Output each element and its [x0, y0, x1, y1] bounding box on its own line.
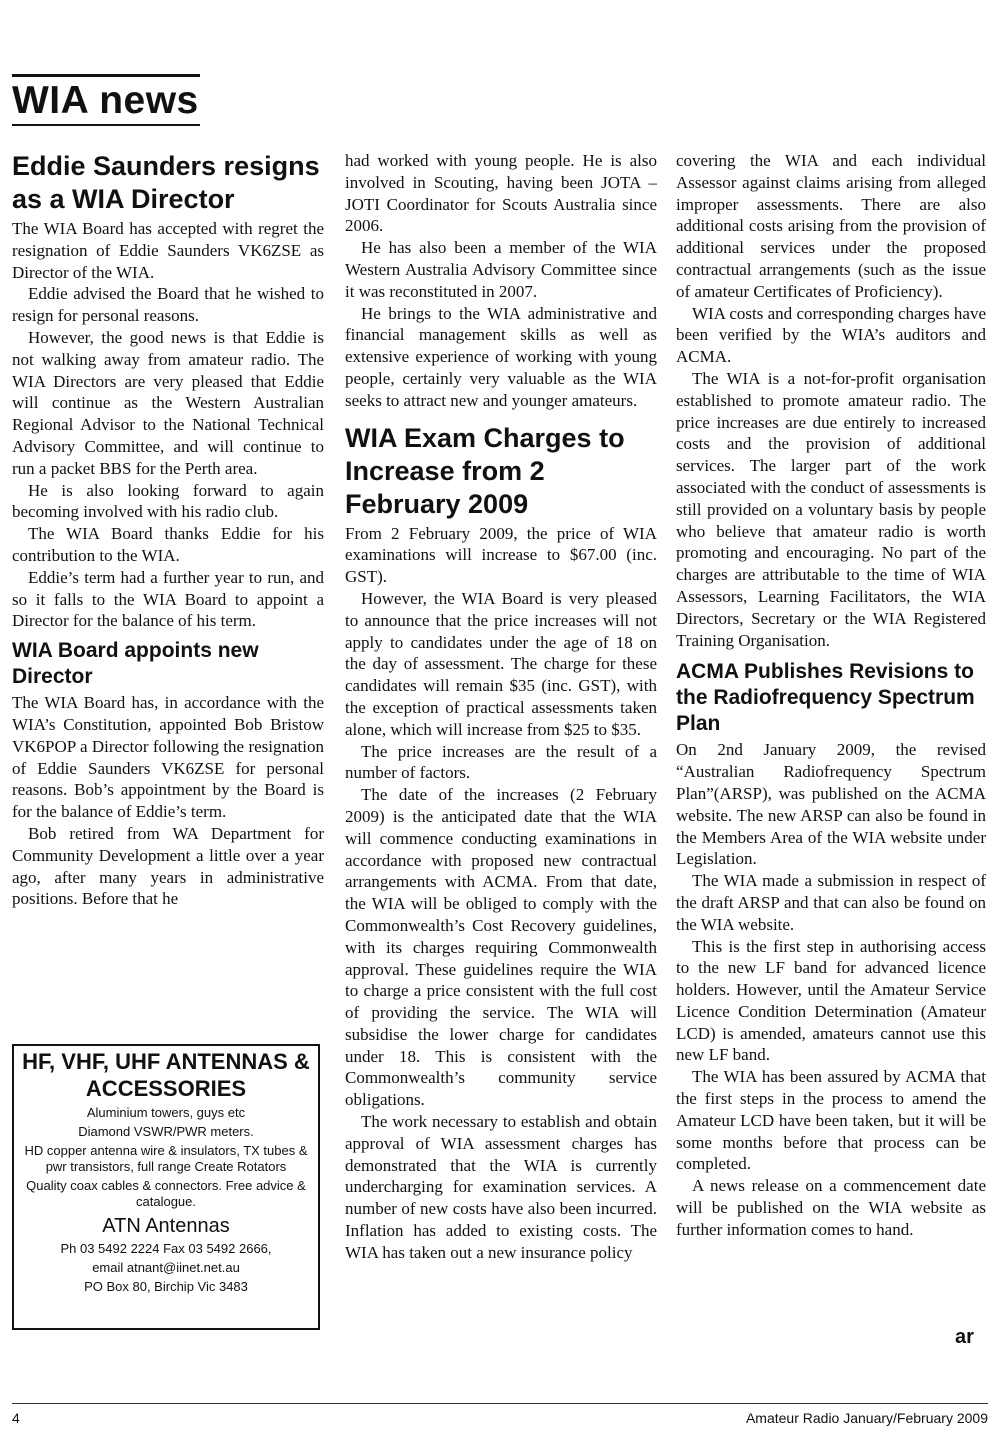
paragraph: The WIA made a submission in respect of the draft ARSP and that can also be found on the WIA website.: [676, 871, 986, 934]
ad-email: email atnant@iinet.net.au: [92, 1260, 240, 1275]
section-title: WIA news: [12, 79, 199, 122]
ad-brand: ATN Antennas: [102, 1215, 230, 1237]
paragraph: The WIA Board has accepted with regret the resignation of Eddie Saunders VK6ZSE as Director of the WIA.: [12, 219, 324, 282]
paragraph: He has also been a member of the WIA Western Australia Advisory Committee since it was reconstituted in 2007.: [345, 238, 657, 301]
paragraph: This is the first step in authorising access to the new LF band for advanced licence holders. However, until the Amateur Service Licence Condition Determination (Amateur LCD) is amended, amateurs cannot use this new LF band.: [676, 936, 986, 1065]
header-rule-bottom: [12, 124, 200, 126]
ad-line: Aluminium towers, guys etc: [86, 1105, 246, 1120]
column-1: [12, 150, 324, 910]
subheading-board-appoints: WIA Board appoints new Director: [12, 639, 259, 689]
paragraph: He brings to the WIA administrative and financial management skills as well as extensive experience of working with young people, certainly very valuable as the WIA seeks to attract new and younger amateurs.: [345, 303, 657, 410]
paragraph: The price increases are the result of a number of factors.: [345, 741, 657, 783]
paragraph: Eddie advised the Board that he wished to resign for personal reasons.: [12, 284, 324, 326]
article-heading-eddie-saunders: Eddie Saunders resigns as a WIA Director: [12, 151, 320, 214]
ad-headline: HF, VHF, UHF ANTENNAS & ACCESSORIES: [22, 1049, 310, 1101]
article-heading-acma: ACMA Publishes Revisions to the Radiofrequency Spectrum Plan: [676, 660, 975, 736]
ad-line: HD copper antenna wire & insulators, TX tubes & pwr transistors, full range Create Rotators: [24, 1143, 308, 1174]
paragraph: had worked with young people. He is also involved in Scouting, having been JOTA –JOTI Coordinator for Scouts Australia since 2006.: [345, 151, 657, 236]
article-heading-exam-charges: WIA Exam Charges to Increase from 2 February 2009: [345, 422, 625, 519]
paragraph: The date of the increases (2 February 2009) is the anticipated date that the WIA will commence conducting examinations in accordance with proposed new contractual arrangements with ACMA. From that date, the WIA will be obliged to comply with the Commonwealth’s Cost Recovery guidelines, with its charges requiring Commonwealth approval. These guidelines require the WIA to charge a price consistent with the full cost of providing the service. The WIA will subsidise the lower charge for candidates under 18. This is consistent with the Commonwealth’s community service obligations.: [345, 785, 657, 1110]
article-end-mark: ar: [955, 1326, 974, 1348]
header-rule-top: [12, 74, 200, 77]
antennas-advertisement: [12, 1044, 320, 1330]
paragraph: Bob retired from WA Department for Community Development a little over a year ago, after many years in administrative positions. Before that he: [12, 823, 324, 909]
paragraph: The WIA Board thanks Eddie for his contribution to the WIA.: [12, 524, 324, 565]
ad-address: PO Box 80, Birchip Vic 3483: [84, 1279, 248, 1294]
column-2: [345, 150, 657, 1264]
paragraph: On 2nd January 2009, the revised “Australian Radiofrequency Spectrum Plan”(ARSP), was published on the ACMA website. The new ARSP can also be found in the Members Area of the WIA website under Legislation.: [676, 740, 986, 869]
page-number: 4: [12, 1410, 20, 1426]
ad-phone: Ph 03 5492 2224 Fax 03 5492 2666,: [60, 1241, 272, 1256]
column-3: [676, 150, 986, 1241]
paragraph: The WIA is a not-for-profit organisation established to promote amateur radio. The price increases are due entirely to increased costs and the provision of additional services. The larger part of the work associated with the conduct of assessments is still provided on a voluntary basis by people who believe that amateur radio is worth promoting and encouraging. No part of the charges are attributable to the time of WIA Assessors, Learning Facilitators, the WIA Directors, Secretary or the WIA Registered Training Organisation.: [676, 368, 986, 650]
paragraph: The WIA has been assured by ACMA that the first steps in the process to amend the Amateur LCD have been taken, but it will be some months before that process can be completed.: [676, 1067, 986, 1174]
paragraph: A news release on a commencement date will be published on the WIA website as further information comes to hand.: [676, 1176, 986, 1239]
paragraph: covering the WIA and each individual Assessor against claims arising from alleged improper assessments. There are also additional costs arising from the provision of additional services under the proposed contractual arrangements (such as the issue of amateur Certificates of Proficiency).: [676, 151, 986, 301]
paragraph: The work necessary to establish and obtain approval of WIA assessment charges has demonstrated that the WIA is currently undercharging for examination services. A number of new costs have also been incurred. Inflation has added to existing costs. The WIA has taken out a new insurance policy: [345, 1112, 657, 1262]
footer-rule: [12, 1403, 988, 1404]
paragraph: WIA costs and corresponding charges have been verified by the WIA’s auditors and ACMA.: [676, 303, 986, 367]
ad-line: Diamond VSWR/PWR meters.: [78, 1124, 254, 1139]
footer-publication: Amateur Radio January/February 2009: [745, 1410, 988, 1426]
paragraph: However, the WIA Board is very pleased to announce that the price increases will not apply to candidates under the age of 18 on the day of assessment. The charge for these candidates will remain $35 (inc. GST), with the exception of practical assessments taken alone, which will increase from $25 to $35.: [345, 588, 657, 739]
paragraph: However, the good news is that Eddie is not walking away from amateur radio. The WIA Directors are very pleased that Eddie will continue as the Western Australian Regional Advisor to the National Technical Advisory Committee, and will continue to run a packet BBS for the Perth area.: [12, 327, 324, 478]
paragraph: The WIA Board has, in accordance with the WIA’s Constitution, appointed Bob Bristow VK6POP a Director following the resignation of Eddie Saunders VK6ZSE for personal reasons. Bob’s appointment by the Board is for the balance of Eddie’s term.: [12, 693, 324, 822]
paragraph: From 2 February 2009, the price of WIA examinations will increase to $67.00 (inc. GST).: [345, 523, 657, 587]
ad-line: Quality coax cables & connectors. Free advice & catalogue.: [26, 1178, 306, 1209]
paragraph: Eddie’s term had a further year to run, and so it falls to the WIA Board to appoint a Director for the balance of his term.: [12, 567, 324, 631]
paragraph: He is also looking forward to again becoming involved with his radio club.: [12, 480, 324, 522]
